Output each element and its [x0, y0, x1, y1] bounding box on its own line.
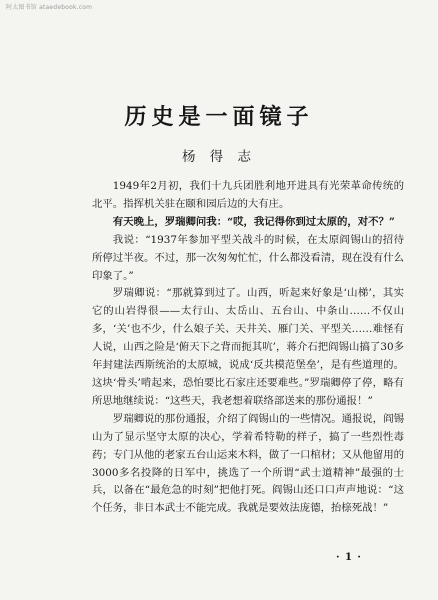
- paragraph: 我说：“1937年参加平型关战斗的时候，在太原阎锡山的招待所停过半夜。不过，那一次匆匆忙忙，什么都没看清，现在没有什么印象了。”: [92, 233, 404, 282]
- author-name: 杨 得 志: [181, 149, 257, 165]
- page-number: · 1 ·: [336, 552, 362, 563]
- article-title: 历史是一面镜子: [124, 104, 314, 130]
- watermark: 阿太图书馆 ataedebook.com: [6, 4, 93, 11]
- paragraph: 罗瑞卿说的那份通报，介绍了阎锡山的一些情况。通报说，阎锡山为了显示坚守太原的决心，学着希特勒的样子，搞了一些烈性毒药；专门从他的老家五台山运来木料，做了一口棺材；又从他留用的3000多名投降的日军中，挑选了一个所谓“武士道精神”最强的士兵，以备在“最危急的时刻”把他打死。阎锡山还口口声声地说：“这个任务，非日本武士不能完成。我就是要效法庞德，抬榇死战！”: [92, 412, 404, 515]
- article-body: [92, 178, 404, 518]
- paragraph: 有天晚上，罗瑞卿问我：“哎，我记得你到过太原的，对不？”: [112, 215, 395, 228]
- paragraph: 罗瑞卿说：“那就算到过了。山西，听起来好象是‘山梯’，其实它的山岩得很——太行山、太岳山、五台山、中条山……不仅山多，‘关’也不少，什么娘子关、天井关、雁门关、平型关……难怪有人说，山西之险是‘俯天下之背而扼其吭’，蒋介石把阎锡山搞了30多年封建法西斯统治的太原城，说成‘反共模范堡垒’，是有些道理的。这块‘骨头’啃起来，恐怕要比石家庄还要难些。”罗瑞卿停了停，略有所思地继续说：“这些天，我老想着联络部送来的那份通报！”: [92, 287, 404, 407]
- paragraph: 1949年2月初，我们十九兵团胜利地开进具有光荣革命传统的北平。指挥机关驻在颐和园后边的大有庄。: [92, 180, 404, 210]
